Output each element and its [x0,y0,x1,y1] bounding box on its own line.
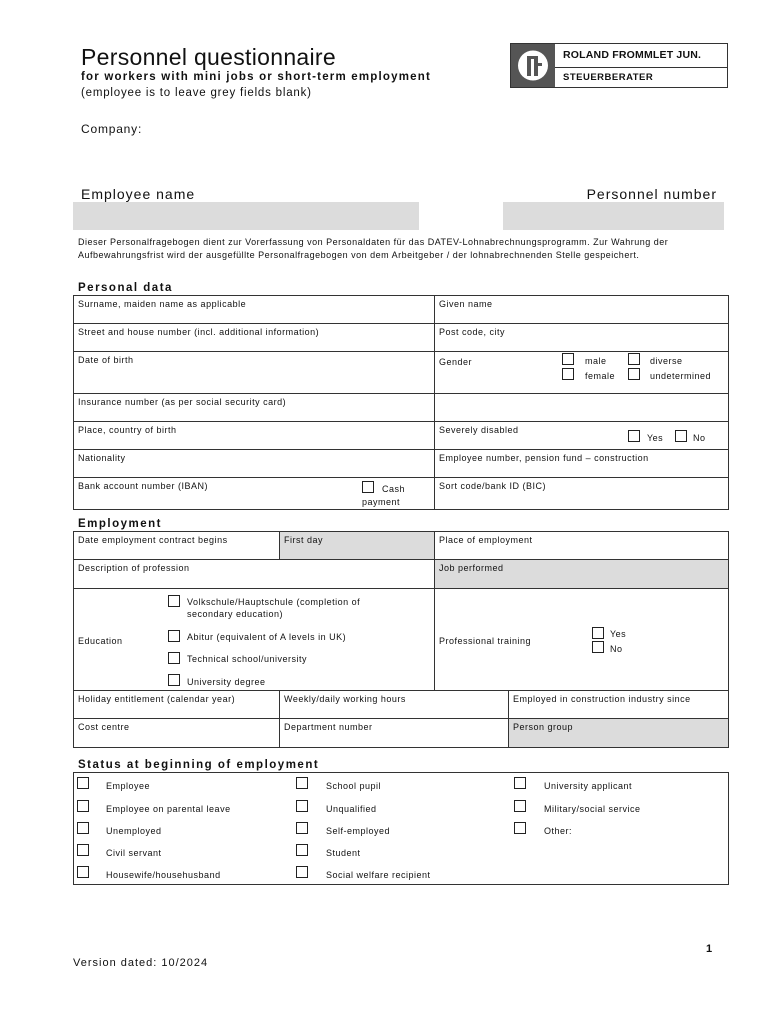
disabled-yes-checkbox[interactable] [628,430,640,442]
surname-field[interactable] [73,295,435,324]
status-student-label: Student [326,848,361,858]
logo-name: ROLAND FROMMLET JUN. [555,44,727,68]
first-day-field[interactable] [279,531,435,560]
employee-name-field[interactable] [73,202,419,230]
female-checkbox[interactable] [562,368,574,380]
male-label: male [585,356,607,366]
disabled-yes-label: Yes [647,433,664,443]
gender-label: Gender [439,357,473,367]
given-name-field[interactable] [434,295,729,324]
status-unqualified-label: Unqualified [326,804,377,814]
holiday-field[interactable] [73,690,280,719]
profession-field[interactable] [73,559,435,589]
profession-label: Description of profession [78,563,190,573]
dob-field[interactable] [73,351,435,394]
first-day-label: First day [284,535,324,545]
intro-text: Dieser Personalfragebogen dient zur Vorerfassung von Personaldaten für das DATEV-Lohnabrechnungsprogramm. Zur Wahrung der Aufbewahrungsfrist wird der ausgefüllte Personalfragebogen von dem Arbeitgeber / der lohnabrechnenden Stelle gespeichert. [78,237,669,260]
working-hours-label: Weekly/daily working hours [284,694,406,704]
disabled-no-label: No [693,433,706,443]
surname-label: Surname, maiden name as applicable [78,299,247,309]
status-employee-label: Employee [106,781,151,791]
cash-label: Cash [382,484,406,494]
female-label: female [585,371,616,381]
education-label: Education [78,636,123,646]
status-checkbox[interactable] [296,822,308,834]
place-of-birth-field[interactable] [73,421,435,450]
personnel-number-label: Personnel number [586,186,717,202]
status-checkbox[interactable] [77,800,89,812]
status-school-pupil-label: School pupil [326,781,382,791]
department-label: Department number [284,722,373,732]
street-label: Street and house number (incl. additional information) [78,327,320,337]
status-checkbox[interactable] [77,777,89,789]
insurance-label: Insurance number (as per social security card) [78,397,287,407]
job-performed-label: Job performed [439,563,504,573]
postcode-field[interactable] [434,323,729,352]
version-date: Version dated: 10/2024 [73,957,209,969]
edu-volksschule-label: Volkschule/Hauptschule (completion of [187,597,361,607]
dob-label: Date of birth [78,355,134,365]
diverse-checkbox[interactable] [628,353,640,365]
status-self-employed-label: Self-employed [326,826,391,836]
construction-since-field[interactable] [508,690,729,719]
insurance-field[interactable] [73,393,435,422]
status-civil-servant-label: Civil servant [106,848,162,858]
edu-degree-label: University degree [187,677,266,687]
pension-fund-field[interactable] [434,449,729,478]
undetermined-label: undetermined [650,371,712,381]
employee-name-label: Employee name [81,186,196,202]
status-checkbox[interactable] [296,800,308,812]
status-checkbox[interactable] [77,866,89,878]
insurance-extra-field[interactable] [434,393,729,422]
nationality-label: Nationality [78,453,126,463]
edu-abitur-checkbox[interactable] [168,630,180,642]
holiday-label: Holiday entitlement (calendar year) [78,694,236,704]
person-group-field[interactable] [508,718,729,748]
logo-profession: STEUERBERATER [563,72,654,83]
given-name-label: Given name [439,299,493,309]
training-no-checkbox[interactable] [592,641,604,653]
training-yes-label: Yes [610,629,627,639]
logo-mark-icon [511,44,555,87]
cost-centre-field[interactable] [73,718,280,748]
company-label: Company: [81,122,143,136]
payment-label: payment [362,497,401,507]
status-university-applicant-label: University applicant [544,781,633,791]
department-field[interactable] [279,718,509,748]
edu-abitur-label: Abitur (equivalent of A levels in UK) [187,632,347,642]
status-checkbox[interactable] [514,777,526,789]
status-parental-leave-label: Employee on parental leave [106,804,231,814]
status-checkbox[interactable] [514,822,526,834]
male-checkbox[interactable] [562,353,574,365]
edu-volksschule-checkbox[interactable] [168,595,180,607]
construction-since-label: Employed in construction industry since [513,694,691,704]
company-logo [510,43,728,88]
personnel-number-field[interactable] [503,202,724,230]
personal-data-heading: Personal data [78,282,173,294]
job-performed-field[interactable] [434,559,729,589]
contract-start-field[interactable] [73,531,280,560]
page-title: Personnel questionnaire [81,44,336,70]
undetermined-checkbox[interactable] [628,368,640,380]
place-of-birth-label: Place, country of birth [78,425,177,435]
status-checkbox[interactable] [296,866,308,878]
status-checkbox[interactable] [296,844,308,856]
cash-payment-checkbox[interactable] [362,481,374,493]
pension-fund-label: Employee number, pension fund – construction [439,453,649,463]
status-checkbox[interactable] [77,844,89,856]
place-of-employment-label: Place of employment [439,535,533,545]
contract-start-label: Date employment contract begins [78,535,228,545]
status-unemployed-label: Unemployed [106,826,162,836]
employment-heading: Employment [78,518,163,530]
training-label: Professional training [439,636,532,646]
bic-label: Sort code/bank ID (BIC) [439,481,547,491]
iban-label: Bank account number (IBAN) [78,481,209,491]
edu-degree-checkbox[interactable] [168,674,180,686]
training-no-label: No [610,644,623,654]
diverse-label: diverse [650,356,683,366]
grey-fields-note: (employee is to leave grey fields blank) [81,87,312,99]
page-number: 1 [706,943,713,955]
cost-centre-label: Cost centre [78,722,130,732]
edu-technical-label: Technical school/university [187,654,308,664]
status-housewife-label: Housewife/househusband [106,870,221,880]
disabled-label: Severely disabled [439,425,519,435]
status-military-label: Military/social service [544,804,641,814]
place-of-employment-field[interactable] [434,531,729,560]
status-welfare-label: Social welfare recipient [326,870,431,880]
disabled-no-checkbox[interactable] [675,430,687,442]
status-checkbox[interactable] [514,800,526,812]
status-heading: Status at beginning of employment [78,759,320,771]
bic-field[interactable] [434,477,729,510]
postcode-label: Post code, city [439,327,506,337]
edu-technical-checkbox[interactable] [168,652,180,664]
street-field[interactable] [73,323,435,352]
person-group-label: Person group [513,722,574,732]
training-yes-checkbox[interactable] [592,627,604,639]
status-checkbox[interactable] [296,777,308,789]
edu-volksschule-label-2: secondary education) [187,609,284,619]
status-other-label: Other: [544,826,573,836]
status-checkbox[interactable] [77,822,89,834]
nationality-field[interactable] [73,449,435,478]
working-hours-field[interactable] [279,690,509,719]
page-subtitle: for workers with mini jobs or short-term employment [81,71,432,83]
